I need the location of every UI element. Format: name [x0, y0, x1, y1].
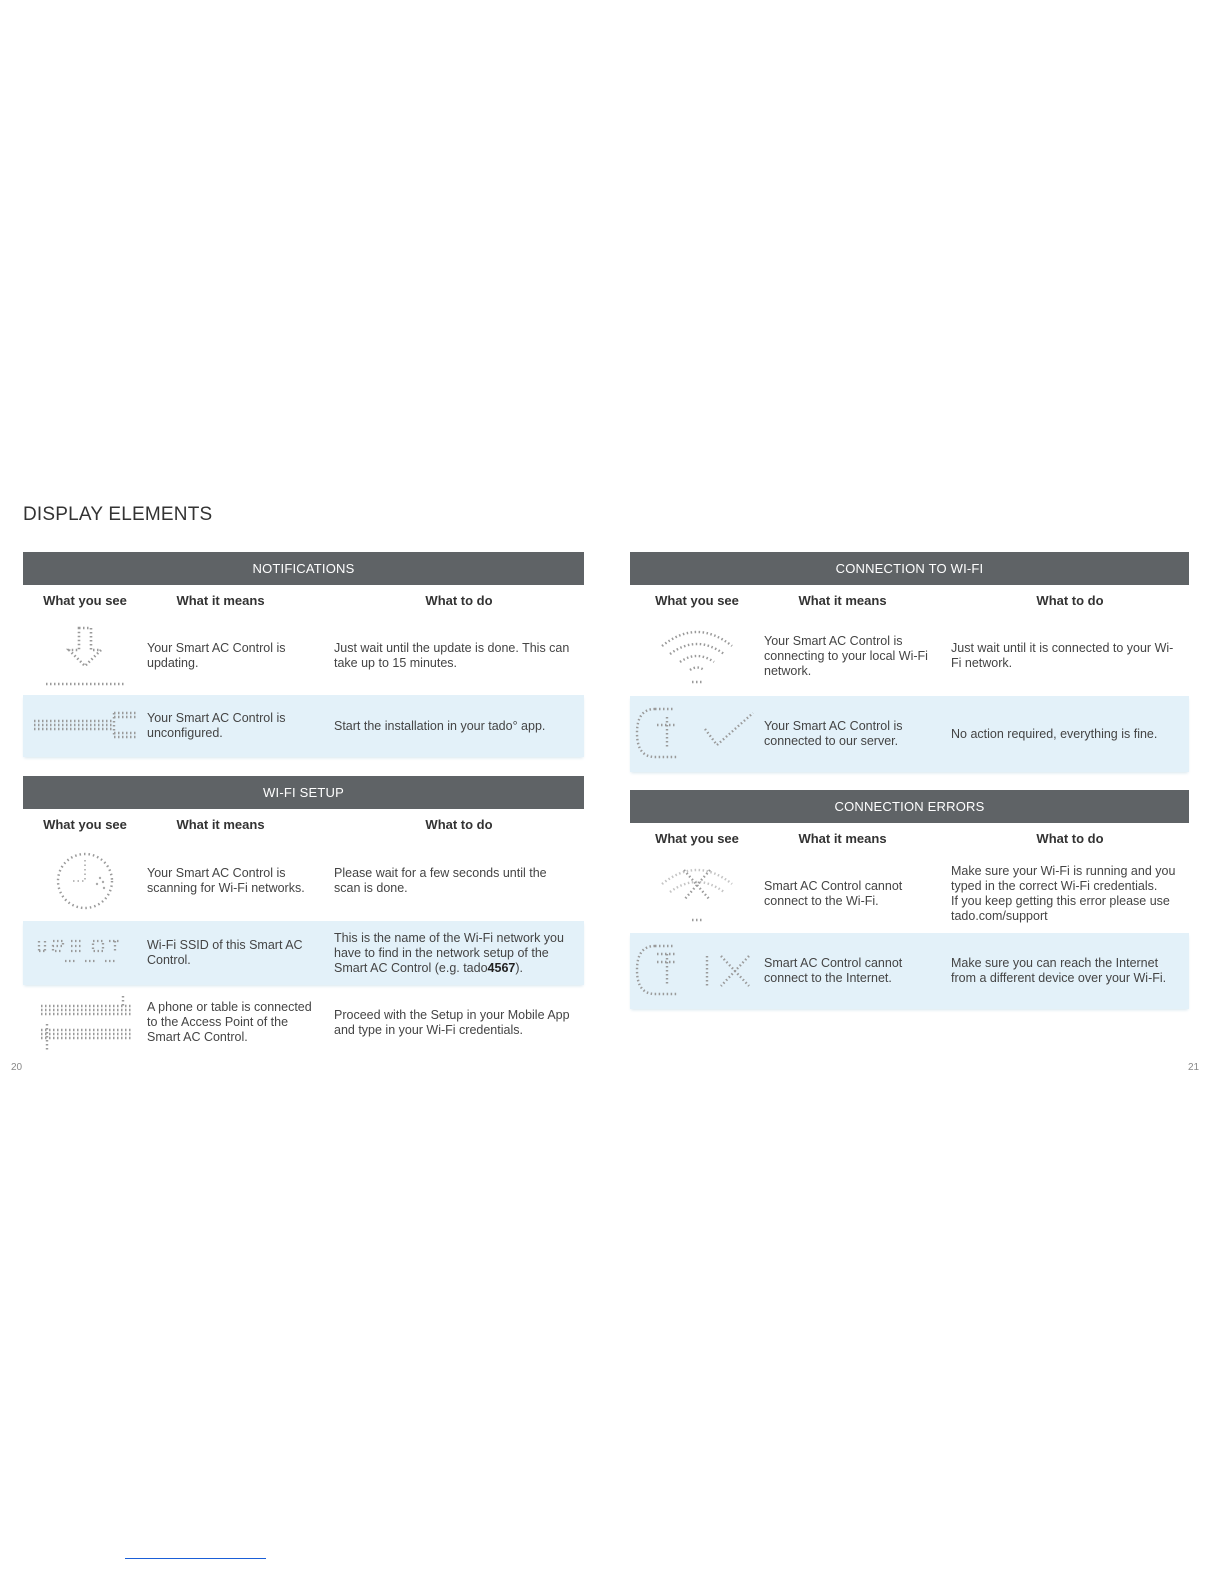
table-row	[630, 616, 1189, 696]
table-row	[23, 695, 584, 757]
means-text: Your Smart AC Control is connecting to your local Wi-Fi network.	[764, 633, 928, 678]
table-row	[23, 921, 584, 985]
column-header-todo: What to do	[425, 593, 493, 608]
connection-wifi-section	[630, 552, 1189, 772]
page-number-right: 21	[1188, 1062, 1200, 1073]
table-row	[630, 696, 1189, 772]
link-underline	[125, 1558, 266, 1559]
page-title: DISPLAY ELEMENTS	[23, 504, 213, 525]
column-header-means: What it means	[798, 831, 887, 846]
column-header-todo: What to do	[1036, 593, 1104, 608]
table-row	[23, 985, 584, 1060]
server-check-icon	[630, 703, 764, 765]
column-header-see: What you see	[43, 593, 127, 608]
column-header-means: What it means	[176, 817, 265, 832]
todo-text	[951, 864, 1189, 924]
todo-text-bold: 4567	[487, 960, 516, 975]
means-text: A phone or table is connected to the Access Point of the Smart AC Control.	[147, 1000, 312, 1044]
column-header-see: What you see	[655, 593, 739, 608]
notifications-section	[23, 552, 584, 757]
column-headers	[630, 585, 1189, 616]
column-header-means: What it means	[798, 593, 887, 608]
page-number-left: 20	[11, 1062, 23, 1073]
todo-text-suffix: ).	[515, 960, 523, 975]
notifications-heading: NOTIFICATIONS	[23, 552, 584, 585]
updating-arrow-icon	[23, 624, 147, 688]
means-text: Your Smart AC Control is scanning for Wi-Fi networks.	[147, 865, 305, 895]
means-text: Your Smart AC Control is updating.	[147, 640, 286, 670]
todo-text: Start the installation in your tado° app.	[334, 718, 546, 733]
todo-text: Proceed with the Setup in your Mobile App and type in your Wi-Fi credentials.	[334, 1007, 570, 1037]
access-point-icon	[23, 992, 147, 1054]
wifi-setup-section	[23, 776, 584, 1060]
todo-text: Just wait until the update is done. This can take up to 15 minutes.	[334, 640, 570, 670]
unconfigured-plug-icon	[23, 703, 147, 749]
means-text: Smart AC Control cannot connect to the Wi-Fi.	[764, 878, 903, 908]
todo-text: Make sure you can reach the Internet from a different device over your Wi-Fi.	[951, 956, 1167, 985]
todo-text: Please wait for a few seconds until the scan is done.	[334, 865, 547, 895]
todo-line: Make sure your Wi-Fi is running and you typed in the correct Wi-Fi credentials.	[951, 863, 1176, 893]
means-text: Your Smart AC Control is unconfigured.	[147, 711, 286, 740]
table-row	[23, 840, 584, 921]
table-row	[630, 854, 1189, 933]
connection-errors-section	[630, 790, 1189, 1009]
todo-text: No action required, everything is fine.	[951, 726, 1158, 741]
todo-text: Just wait until it is connected to your Wi-Fi network.	[951, 641, 1174, 670]
connection-wifi-heading: CONNECTION TO WI-FI	[630, 552, 1189, 585]
column-headers	[630, 823, 1189, 854]
column-header-see: What you see	[43, 817, 127, 832]
column-headers	[23, 585, 584, 616]
wifi-error-icon	[630, 862, 764, 926]
wifi-connecting-icon	[630, 624, 764, 688]
column-header-see: What you see	[655, 831, 739, 846]
todo-text-prefix: This is the name of the Wi-Fi network you have to find in the network setup of the Smart AC Control (e.g. tado	[334, 930, 564, 975]
wifi-setup-heading: WI-FI SETUP	[23, 776, 584, 809]
table-row	[23, 616, 584, 695]
column-header-todo: What to do	[425, 817, 493, 832]
means-text: Smart AC Control cannot connect to the Internet.	[764, 956, 903, 985]
ssid-text-icon	[23, 935, 147, 971]
table-row	[630, 933, 1189, 1009]
means-text: Your Smart AC Control is connected to our server.	[764, 719, 903, 748]
connection-errors-heading: CONNECTION ERRORS	[630, 790, 1189, 823]
todo-line: If you keep getting this error please use tado.com/support	[951, 893, 1170, 923]
column-header-todo: What to do	[1036, 831, 1104, 846]
column-headers	[23, 809, 584, 840]
internet-error-icon	[630, 940, 764, 1002]
column-header-means: What it means	[176, 593, 265, 608]
scanning-clock-icon	[23, 848, 147, 914]
todo-text	[334, 931, 584, 976]
means-text: Wi-Fi SSID of this Smart AC Control.	[147, 938, 303, 967]
